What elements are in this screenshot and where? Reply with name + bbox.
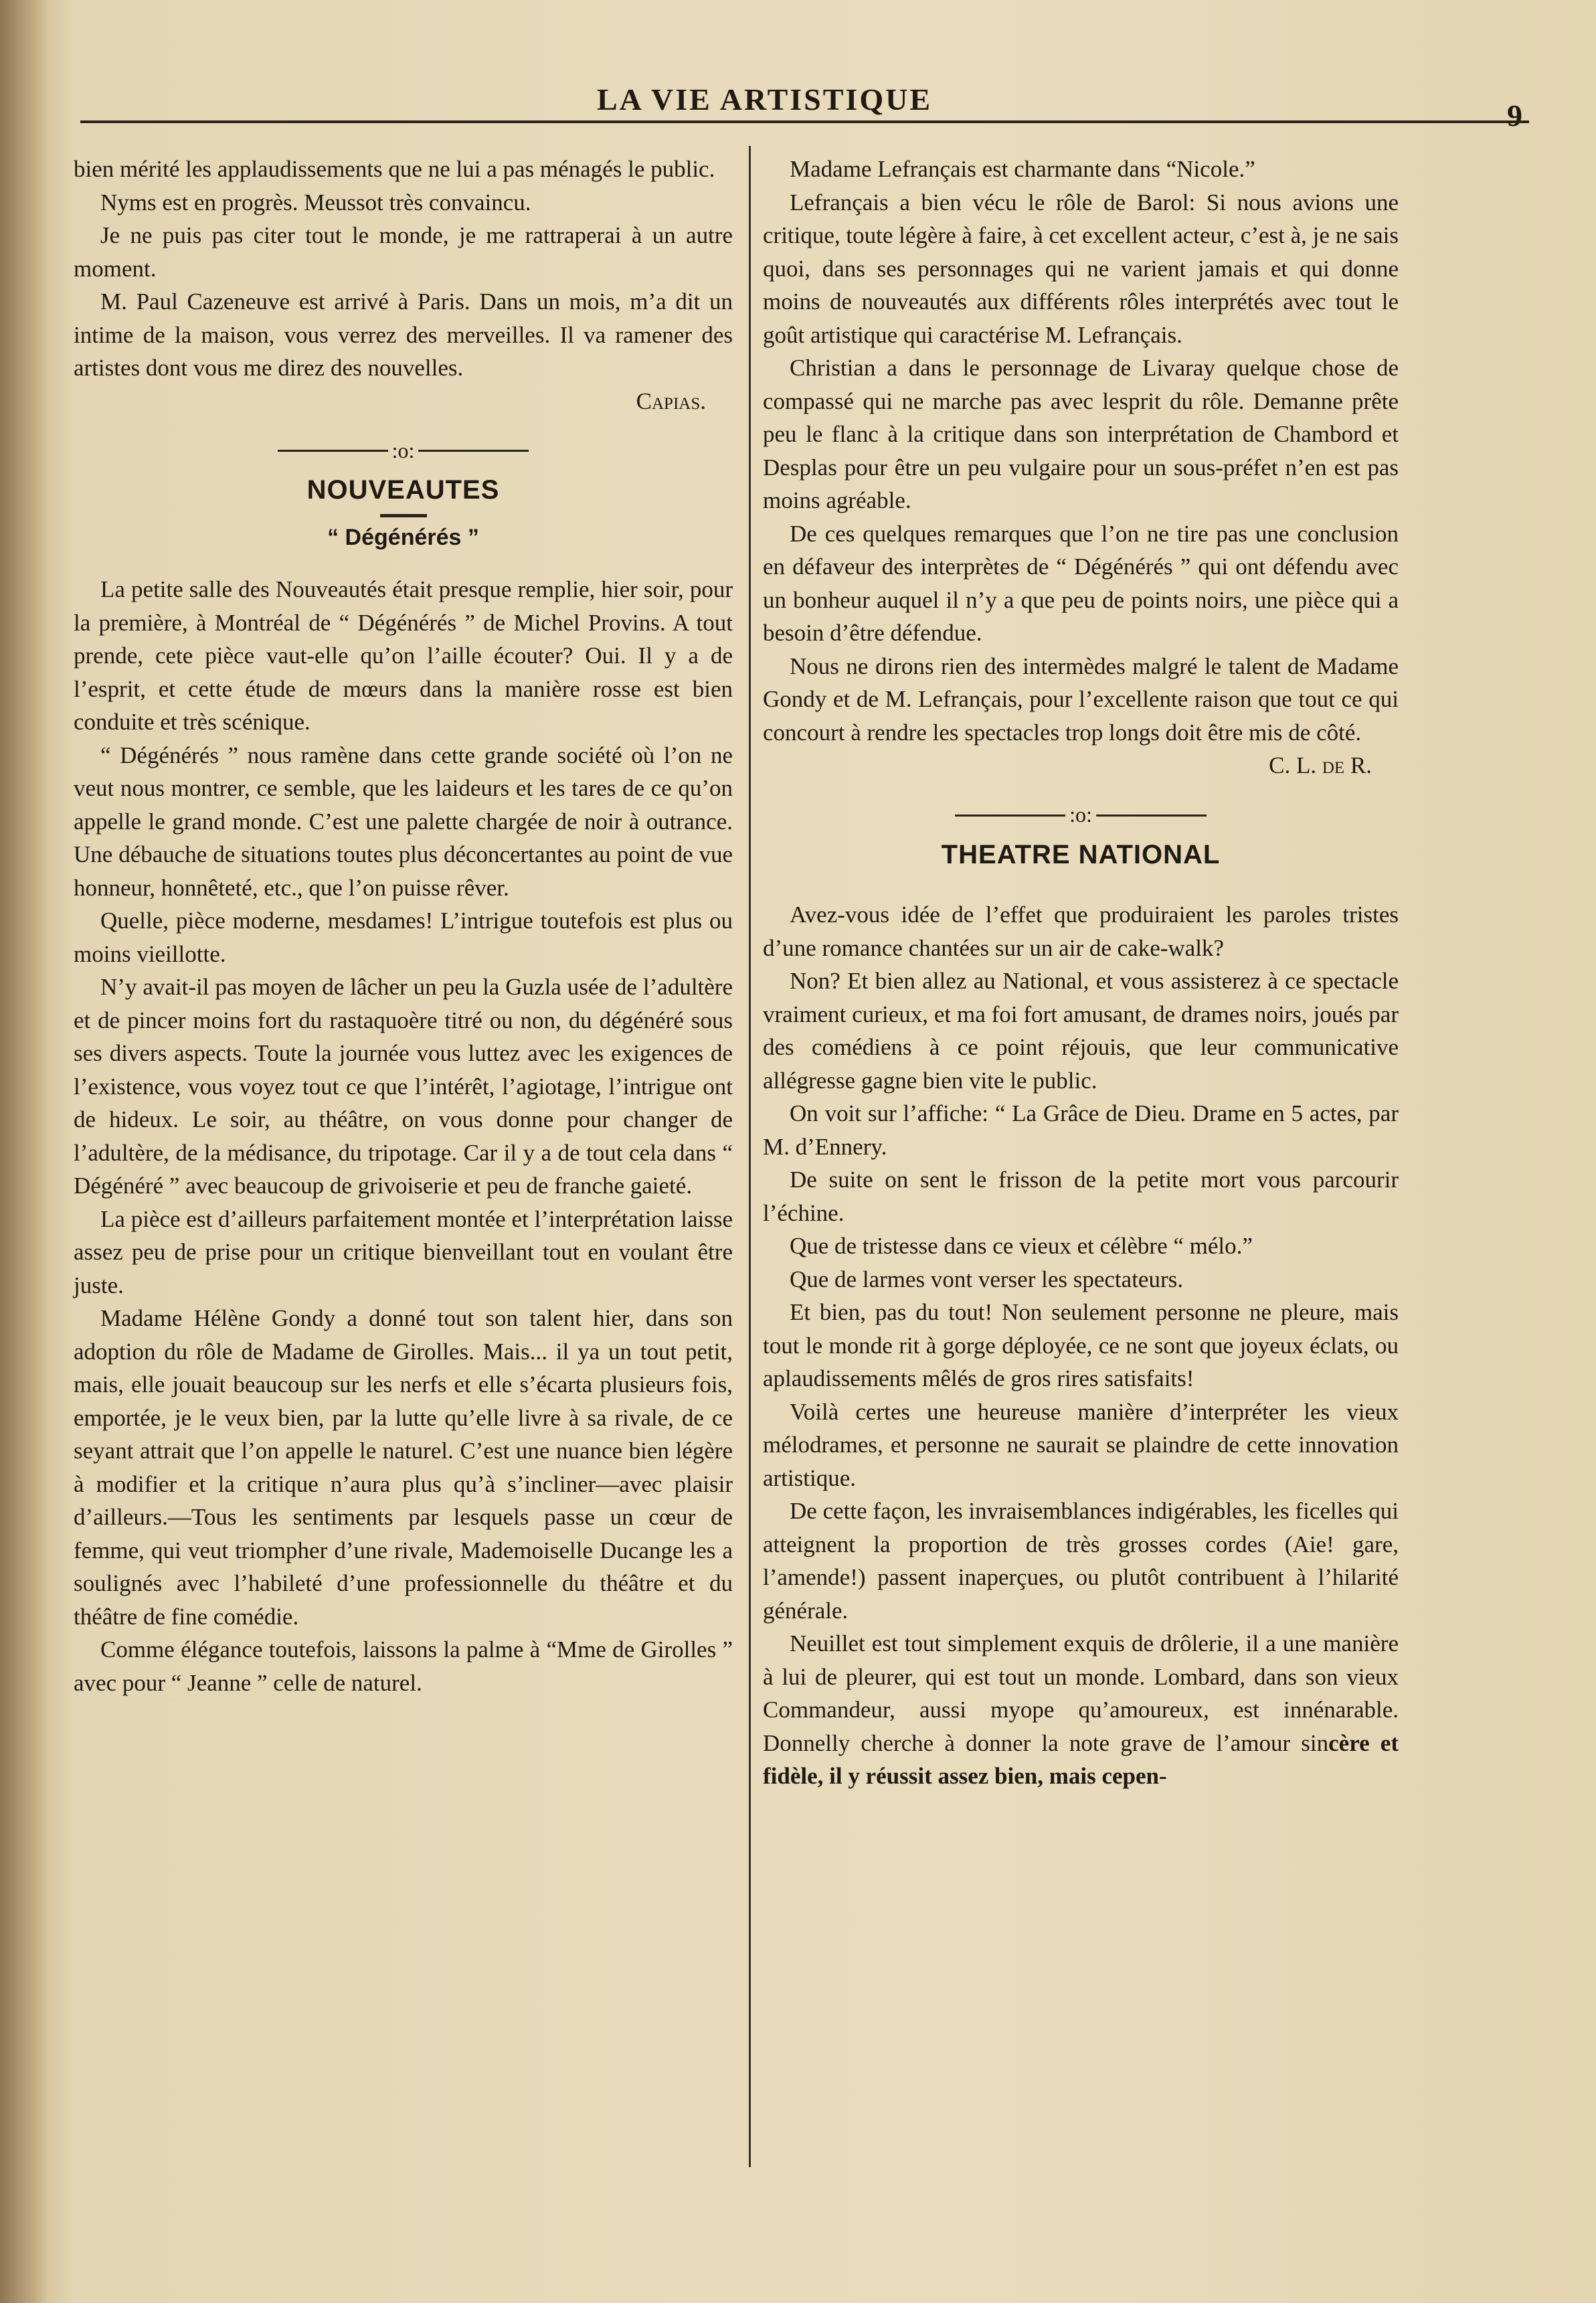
- separator-mark: :o:: [391, 438, 415, 462]
- separator-line: [1096, 815, 1207, 817]
- paragraph: Nous ne dirons rien des intermèdes malgré le talent de Madame Gondy et de M. Lefrançais, pour l’excellente raison que tout ce qui concourt à rendre les spectacles trop longs doit être mis de côté.: [763, 653, 1399, 746]
- paragraph-text: Neuillet est tout simplement exquis de drôlerie, il a une manière à lui de pleurer, qui est tout un monde. Lombard, dans son vieux Commandeur, aussi myope qu’amoureux, est innénarable. Donnelly cherche à donner la note grave de l’amour sin: [763, 1630, 1399, 1756]
- paragraph: Voilà certes une heureuse manière d’interpréter les vieux mélodrames, et personne ne saurait se plaindre de cette innovation artistique.: [763, 1398, 1399, 1491]
- paragraph: De ces quelques remarques que l’on ne tire pas une conclusion en défaveur des interprètes de “ Dégénérés ” qui ont défendu avec un bonheur auquel il n’y a que peu de points noirs, une pièce qui a besoin d’être défendue.: [763, 520, 1399, 646]
- paragraph: Et bien, pas du tout! Non seulement personne ne pleure, mais tout le monde rit à gorge déployée, ce ne sont que joyeux éclats, ou aplaudissements mêlés de gros rires satisfaits!: [763, 1299, 1399, 1392]
- paragraph: Je ne puis pas citer tout le monde, je me rattraperai à un autre moment.: [74, 222, 733, 282]
- paragraph: La petite salle des Nouveautés était presque remplie, hier soir, pour la première, à Montréal de “ Dégénérés ” de Michel Provins. A tout prende, cete pièce vaut-elle qu’on l’aille écouter? Oui. Il y a de l’esprit, et cette étude de mœurs dans la manière rosse est bien conduite et très scénique.: [74, 576, 733, 736]
- paragraph: De cette façon, les invraisemblances indigérables, les ficelles qui atteignent la proportion de très grosses cordes (Aie! gare, l’amende!) passent inaperçues, ou plutôt contribuent à l’hilarité générale.: [763, 1498, 1399, 1624]
- page-header: [80, 82, 1522, 133]
- paragraph: bien mérité les applaudissements que ne lui a pas ménagés le public.: [74, 156, 715, 182]
- paragraph: Avez-vous idée de l’effet que produiraient les paroles tristes d’une romance chantées sur un air de cake-walk?: [763, 902, 1399, 961]
- paragraph: Non? Et bien allez au National, et vous assisterez à ce spectacle vraiment curieux, et ma foi fort amusant, de drames noirs, joués par des comédiens à ce point réjouis, que leur communicative allégresse gagne bien vite le public.: [763, 968, 1399, 1094]
- paragraph: N’y avait-il pas moyen de lâcher un peu la Guzla usée de l’adultère et de pincer moins fort du rastaquoère titré ou non, du dégénéré sous ses divers aspects. Toute la journée vous luttez avec les exigences de l’existence, vous voyez tout ce que l’intérêt, l’agiotage, l’intrigue ont de hideux. Le soir, au théâtre, on vous donne pour changer de l’adultère, de la médisance, du tripotage. Car il y a de tout cela dans “ Dégénéré ” avec beaucoup de grivoiserie et peu de franche gaieté.: [74, 974, 733, 1199]
- paragraph: La pièce est d’ailleurs parfaitement montée et l’interprétation laisse assez peu de prise pour un critique bienveillant tout en voulant être juste.: [74, 1205, 733, 1298]
- paragraph: Christian a dans le personnage de Livaray quelque chose de compassé qui ne marche pas avec lesprit du rôle. Demanne prête peu le flanc à la critique dans son interprétation de Chambord et Desplas pour être un peu vulgaire pour un sous-préfet n’en est pas moins agréable.: [763, 355, 1399, 513]
- header-rule: [80, 120, 1529, 123]
- paragraph: De suite on sent le frisson de la petite mort vous parcourir l’échine.: [763, 1167, 1399, 1226]
- column-divider: [749, 146, 751, 2167]
- running-title: LA VIE ARTISTIQUE: [596, 82, 933, 116]
- section-separator: [763, 797, 1399, 832]
- paragraph: “ Dégénérés ” nous ramène dans cette grande société où l’on ne veut nous montrer, ce semble, que les laideurs et les tares de ce qu’on appelle le grand monde. C’est une palette chargée de noir à outrance. Une débauche de situations toutes plus déconcertantes au point de vue honneur, honnêteté, etc., que l’on puisse rêver.: [74, 742, 733, 901]
- paragraph: Lefrançais a bien vécu le rôle de Barol: Si nous avions une critique, toute légère à faire, à cet excellent acteur, c’est à, je ne sais quoi, dans ses personnages qui ne varient jamais et qui donne moins de nouveautés aux différents rôles interprétés avec tout le goût artistique qui caractérise M. Lefrançais.: [763, 189, 1399, 348]
- signature: Capias.: [636, 388, 706, 414]
- separator-mark: :o:: [1069, 802, 1092, 827]
- paragraph: Nyms est en progrès. Meussot très convaincu.: [100, 189, 531, 216]
- left-column: [74, 153, 733, 1699]
- paragraph: Que de larmes vont verser les spectateurs.: [790, 1266, 1183, 1292]
- section-heading: THEATRE NATIONAL: [941, 839, 1221, 869]
- signature: C. L. de R.: [1269, 752, 1372, 778]
- paragraph: Madame Hélène Gondy a donné tout son talent hier, dans son adoption du rôle de Madame de Girolles. Mais... il ya un tout petit, mais, elle jouait beaucoup sur les nerfs et elle s’écarta plusieurs fois, emportée, je le veux bien, par la lutte qu’elle livre à sa rivale, de ce seyant attrait que l’on appelle le naturel. C’est une nuance bien légère à modifier et la critique n’aura plus qu’à s’incliner—avec plaisir d’ailleurs.—Tous les sentiments par lesquels passe un cœur de femme, qui veut triompher d’une rivale, Mademoiselle Ducange les a soulignés avec l’habileté d’une professionnelle du théâtre et du théâtre de fine comédie.: [74, 1305, 733, 1630]
- paragraph: Que de tristesse dans ce vieux et célèbre “ mélo.”: [790, 1233, 1253, 1260]
- paragraph: M. Paul Cazeneuve est arrivé à Paris. Dans un mois, m’a dit un intime de la maison, vous verrez des merveilles. Il va ramener des artistes dont vous me direz des nouvelles.: [74, 288, 733, 381]
- article-title: “ Dégénérés ”: [327, 524, 479, 550]
- paragraph: Comme élégance toutefois, laissons la palme à “Mme de Girolles ” avec pour “ Jeanne ” celle de naturel.: [74, 1636, 733, 1696]
- section-heading: NOUVEAUTES: [306, 475, 500, 505]
- paragraph: [763, 1627, 1399, 1793]
- paragraph: Quelle, pièce moderne, mesdames! L’intrigue toutefois est plus ou moins vieillotte.: [74, 908, 733, 967]
- separator-line: [418, 450, 529, 452]
- paragraph: On voit sur l’affiche: “ La Grâce de Dieu. Drame en 5 actes, par M. d’Ennery.: [763, 1100, 1399, 1160]
- separator-line: [955, 815, 1065, 817]
- page-binding-shadow: [0, 0, 47, 2303]
- paragraph-bold-tail: cère et fidèle, il y réussit assez bien, mais cepen-: [763, 1729, 1399, 1790]
- paragraph: Madame Lefrançais est charmante dans “Nicole.”: [790, 156, 1255, 182]
- section-separator: [74, 432, 733, 467]
- page-number: 9: [1507, 98, 1522, 133]
- right-column: [763, 153, 1399, 1793]
- separator-line: [278, 450, 388, 452]
- heading-rule: [380, 514, 427, 517]
